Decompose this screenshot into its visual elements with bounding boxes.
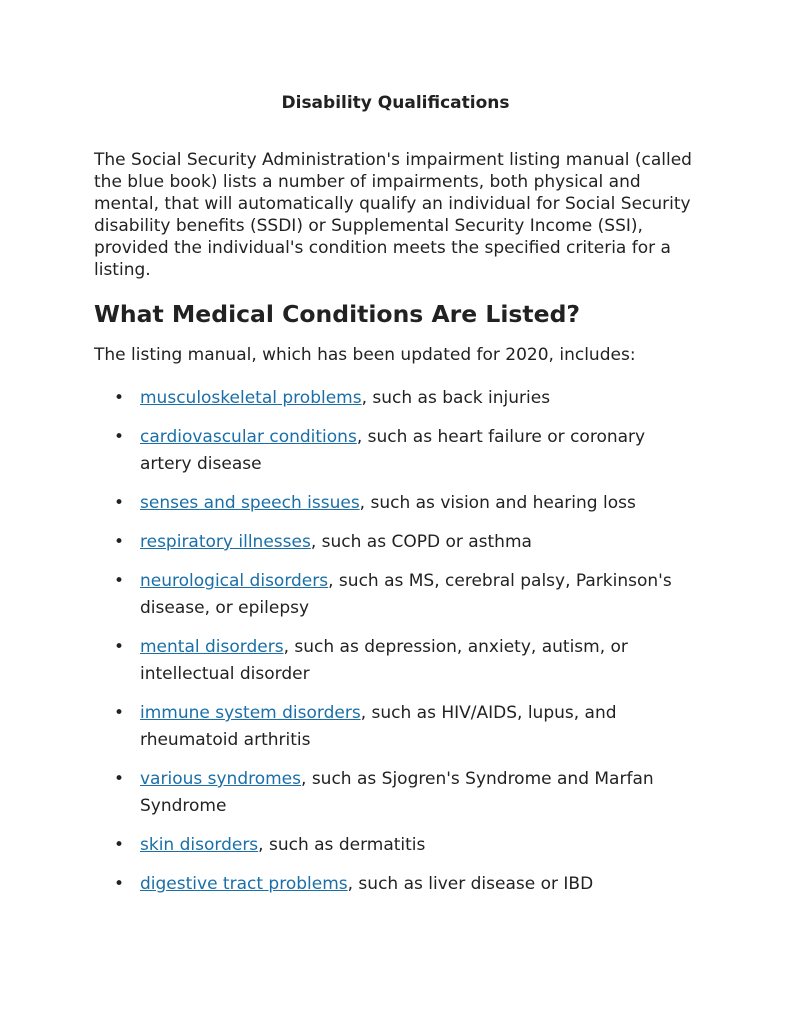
condition-description: , such as back injuries — [361, 388, 551, 408]
condition-description: , such as MS, cerebral palsy, Parkinson's disease, or epilepsy — [140, 571, 672, 618]
condition-link-musculoskeletal[interactable]: musculoskeletal problems — [140, 388, 362, 408]
intro-paragraph: The Social Security Administration's impairment listing manual (called the blue book) lists a number of impairments, both physical and mental, that will automatically qualify an individual for Social Security disability benefits (SSDI) or Supplemental Security Income (SSI), provided the individual's condition meets the specified criteria for a listing. — [94, 150, 692, 280]
bullet-icon: • — [114, 427, 125, 447]
list-item — [94, 385, 697, 412]
condition-description: , such as heart failure or coronary artery disease — [140, 427, 646, 474]
condition-link-syndromes[interactable]: various syndromes — [140, 769, 302, 789]
list-item — [94, 634, 697, 688]
condition-link-cardiovascular[interactable]: cardiovascular conditions — [140, 427, 357, 447]
section-heading: What Medical Conditions Are Listed? — [94, 300, 581, 328]
lead-paragraph: The listing manual, which has been updated for 2020, includes: — [94, 345, 636, 365]
bullet-icon: • — [114, 769, 125, 789]
condition-link-skin[interactable]: skin disorders — [140, 835, 259, 855]
list-item — [94, 700, 697, 754]
bullet-icon: • — [114, 874, 125, 894]
bullet-icon: • — [114, 493, 125, 513]
list-item — [94, 529, 697, 556]
conditions-list — [94, 385, 697, 898]
list-item — [94, 424, 697, 478]
list-item — [94, 568, 697, 622]
condition-description: , such as HIV/AIDS, lupus, and rheumatoid arthritis — [140, 703, 617, 750]
list-item — [94, 766, 697, 820]
condition-description: , such as dermatitis — [258, 835, 426, 855]
bullet-icon: • — [114, 637, 125, 657]
bullet-icon: • — [114, 388, 125, 408]
bullet-icon: • — [114, 703, 125, 723]
condition-description: , such as vision and hearing loss — [359, 493, 636, 513]
document-title: Disability Qualifications — [281, 93, 510, 113]
condition-link-mental[interactable]: mental disorders — [140, 637, 284, 657]
list-item — [94, 871, 697, 898]
bullet-icon: • — [114, 532, 125, 552]
condition-link-immune[interactable]: immune system disorders — [140, 703, 361, 723]
bullet-icon: • — [114, 571, 125, 591]
condition-description: , such as COPD or asthma — [310, 532, 532, 552]
condition-link-respiratory[interactable]: respiratory illnesses — [140, 532, 311, 552]
condition-description: , such as depression, anxiety, autism, or intellectual disorder — [140, 637, 628, 684]
list-item — [94, 832, 697, 859]
condition-link-digestive[interactable]: digestive tract problems — [140, 874, 348, 894]
condition-link-neurological[interactable]: neurological disorders — [140, 571, 329, 591]
condition-description: , such as liver disease or IBD — [347, 874, 594, 894]
condition-description: , such as Sjogren's Syndrome and Marfan Syndrome — [140, 769, 654, 816]
bullet-icon: • — [114, 835, 125, 855]
condition-link-senses-speech[interactable]: senses and speech issues — [140, 493, 360, 513]
list-item — [94, 490, 697, 517]
